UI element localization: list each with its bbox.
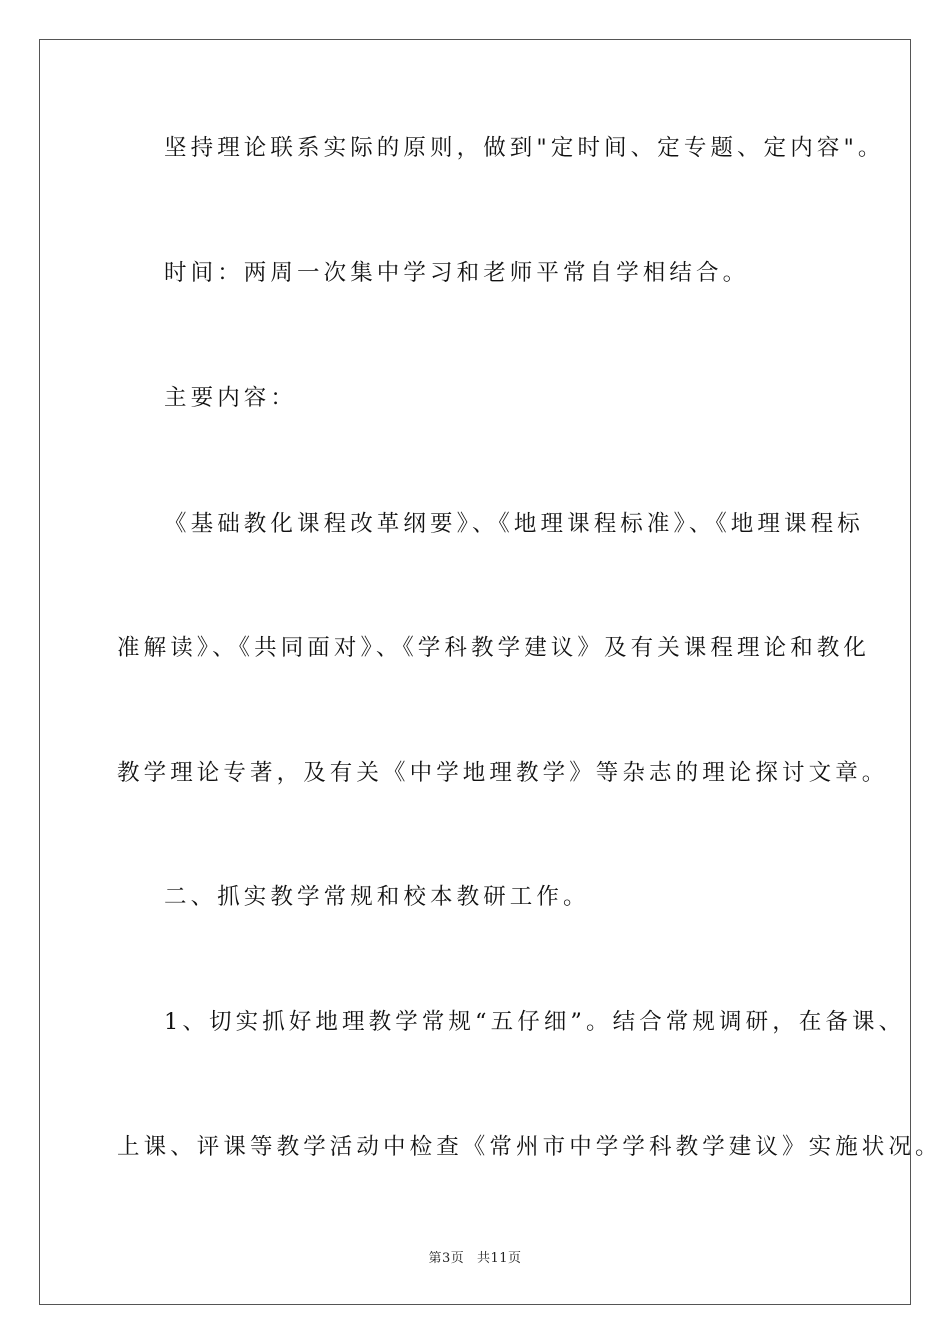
section-heading-two: 二、抓实教学常规和校本教研工作。: [164, 884, 590, 910]
paragraph-item-1-line-1: 1、切实抓好地理教学常规“五仔细”。结合常规调研，在备课、: [164, 1009, 906, 1035]
paragraph-reading-list-line-3: 教学理论专著，及有关《中学地理教学》等杂志的理论探讨文章。: [117, 760, 889, 786]
paragraph-time: 时间：两周一次集中学习和老师平常自学相结合。: [164, 260, 750, 286]
page-border: [39, 39, 942, 1305]
paragraph-reading-list-line-1: 《基础教化课程改革纲要》、《地理课程标准》、《地理课程标: [164, 511, 864, 537]
page-number: 第3页: [428, 1251, 465, 1266]
paragraph-reading-list-line-2: 准解读》、《共同面对》、《学科教学建议》及有关课程理论和教化: [117, 635, 871, 661]
paragraph-principle: 坚持理论联系实际的原则，做到"定时间、定专题、定内容"。: [164, 135, 885, 161]
paragraph-main-content-heading: 主要内容：: [164, 385, 298, 411]
page-footer: [0, 1247, 950, 1266]
paragraph-item-1-line-2: 上课、评课等教学活动中检查《常州市中学学科教学建议》实施状况。: [117, 1134, 942, 1160]
page-total: 共11页: [476, 1251, 522, 1266]
